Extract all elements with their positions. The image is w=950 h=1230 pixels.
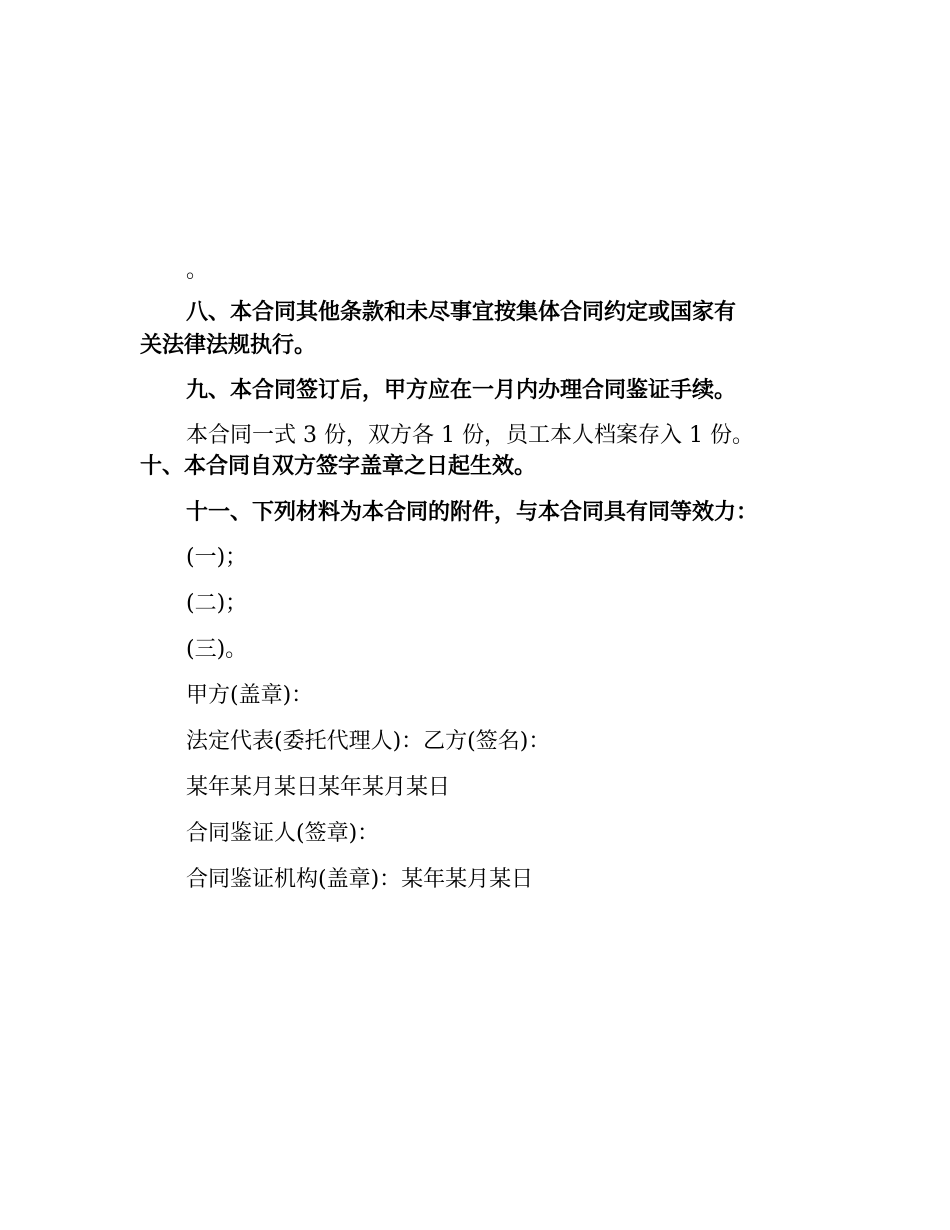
clause-9: 九、本合同签订后，甲方应在一月内办理合同鉴证手续。: [186, 377, 737, 403]
clause-8-line-1: 八、本合同其他条款和未尽事宜按集体合同约定或国家有: [186, 299, 737, 325]
representative-signature-label: 法定代表(委托代理人)：乙方(签名)：: [186, 729, 551, 754]
copies-statement: 本合同一式 3 份，双方各 1 份，员工本人档案存入 1 份。: [186, 423, 754, 448]
verifier-label: 合同鉴证人(签章)：: [186, 821, 380, 846]
leading-punctuation: 。: [186, 258, 209, 283]
party-a-seal-label: 甲方(盖章)：: [186, 683, 314, 708]
clause-10: 十、本合同自双方签字盖章之日起生效。: [140, 453, 537, 479]
clause-8-line-2: 关法律法规执行。: [140, 332, 317, 358]
signature-dates: 某年某月某日某年某月某日: [186, 775, 451, 800]
attachment-item-3: (三)。: [186, 637, 248, 662]
attachment-item-1: (一)；: [186, 545, 248, 570]
clause-11: 十一、下列材料为本合同的附件，与本合同具有同等效力：: [186, 499, 759, 525]
verification-agency-label: 合同鉴证机构(盖章)：某年某月某日: [186, 867, 534, 892]
attachment-item-2: (二)；: [186, 591, 248, 616]
